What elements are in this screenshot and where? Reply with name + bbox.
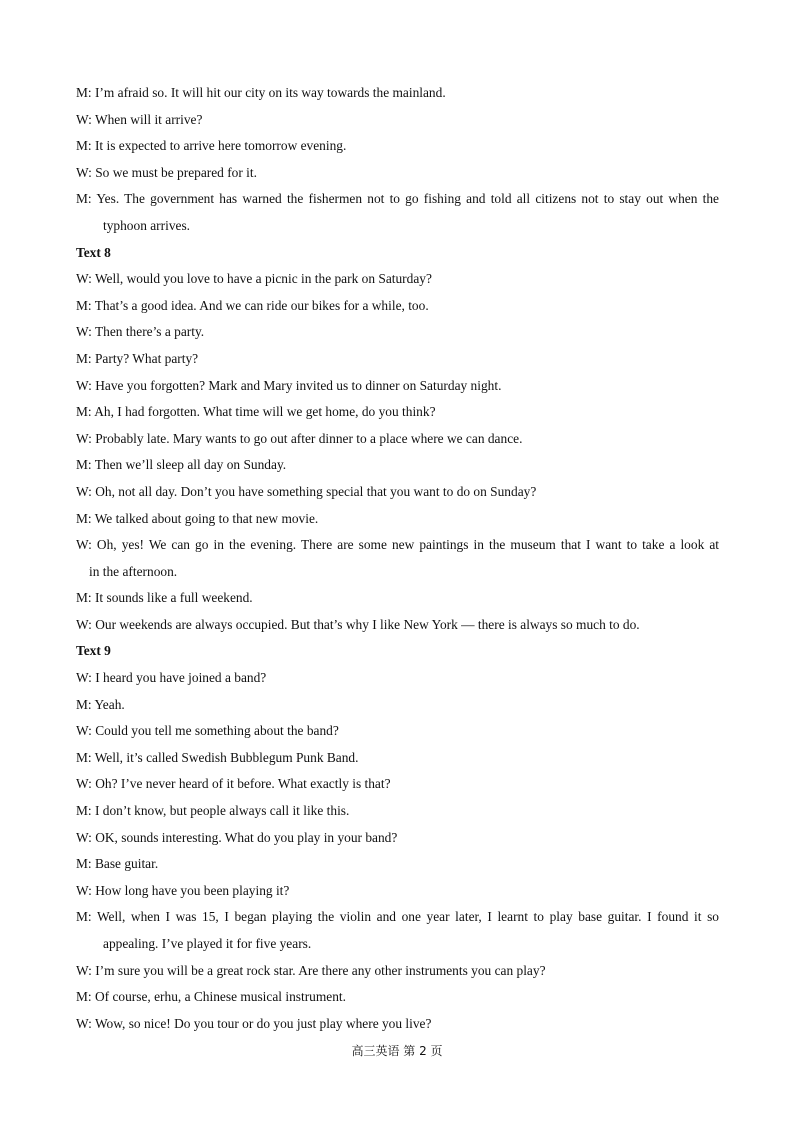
dialogue-line: M: That’s a good idea. And we can ride our bikes for a while, too.: [76, 297, 429, 313]
dialogue-line: W: Oh, yes! We can go in the evening. There are some new paintings in the museum that I want to take a look at: [76, 537, 719, 553]
dialogue-line: M: Yes. The government has warned the fishermen not to go fishing and told all citizens not to stay out when the: [76, 191, 719, 207]
dialogue-line: M: Ah, I had forgotten. What time will we get home, do you think?: [76, 404, 436, 420]
section-heading-text-8: Text 8: [76, 244, 111, 260]
dialogue-line: W: When will it arrive?: [76, 111, 203, 127]
dialogue-line: M: I don’t know, but people always call it like this.: [76, 803, 350, 819]
dialogue-line: W: Our weekends are always occupied. But that’s why I like New York — there is always so much to do.: [76, 616, 640, 632]
dialogue-line: W: How long have you been playing it?: [76, 882, 290, 898]
dialogue-line: W: Probably late. Mary wants to go out after dinner to a place where we can dance.: [76, 430, 523, 446]
dialogue-line: M: It is expected to arrive here tomorrow evening.: [76, 138, 347, 154]
dialogue-line: M: It sounds like a full weekend.: [76, 590, 253, 606]
dialogue-line: M: Party? What party?: [76, 350, 199, 366]
dialogue-line: M: Then we’ll sleep all day on Sunday.: [76, 457, 287, 473]
dialogue-line: W: Well, would you love to have a picnic in the park on Saturday?: [76, 271, 432, 287]
dialogue-line: W: I’m sure you will be a great rock star. Are there any other instruments you can play?: [76, 962, 546, 978]
dialogue-line: M: Well, when I was 15, I began playing the violin and one year later, I learnt to play base guitar. I found it so: [76, 909, 719, 925]
dialogue-line-continuation: typhoon arrives.: [103, 217, 191, 233]
dialogue-line: W: Have you forgotten? Mark and Mary invited us to dinner on Saturday night.: [76, 377, 502, 393]
page-footer: 高三英语 第 2 页: [351, 1044, 443, 1058]
dialogue-line: W: Oh? I’ve never heard of it before. What exactly is that?: [76, 776, 391, 792]
dialogue-line-continuation: appealing. I’ve played it for five years.: [103, 936, 312, 951]
dialogue-line-continuation: in the afternoon.: [89, 563, 178, 579]
dialogue-line: W: So we must be prepared for it.: [76, 164, 257, 180]
dialogue-line: M: Yeah.: [76, 696, 125, 712]
dialogue-line: W: OK, sounds interesting. What do you play in your band?: [76, 829, 398, 845]
dialogue-line: M: Base guitar.: [76, 856, 159, 872]
dialogue-line: W: Could you tell me something about the band?: [76, 723, 339, 739]
dialogue-line: W: Wow, so nice! Do you tour or do you just play where you live?: [76, 1015, 432, 1031]
dialogue-line: W: I heard you have joined a band?: [76, 670, 267, 686]
dialogue-line: M: I’m afraid so. It will hit our city on its way towards the mainland.: [76, 85, 446, 100]
transcript-body: [76, 80, 719, 1037]
dialogue-line: M: We talked about going to that new movie.: [76, 510, 319, 526]
dialogue-line: M: Of course, erhu, a Chinese musical instrument.: [76, 989, 346, 1005]
dialogue-line: M: Well, it’s called Swedish Bubblegum Punk Band.: [76, 749, 359, 765]
section-heading-text-9: Text 9: [76, 643, 111, 659]
dialogue-line: W: Then there’s a party.: [76, 324, 205, 340]
dialogue-line: W: Oh, not all day. Don’t you have something special that you want to do on Sunday?: [76, 483, 537, 499]
